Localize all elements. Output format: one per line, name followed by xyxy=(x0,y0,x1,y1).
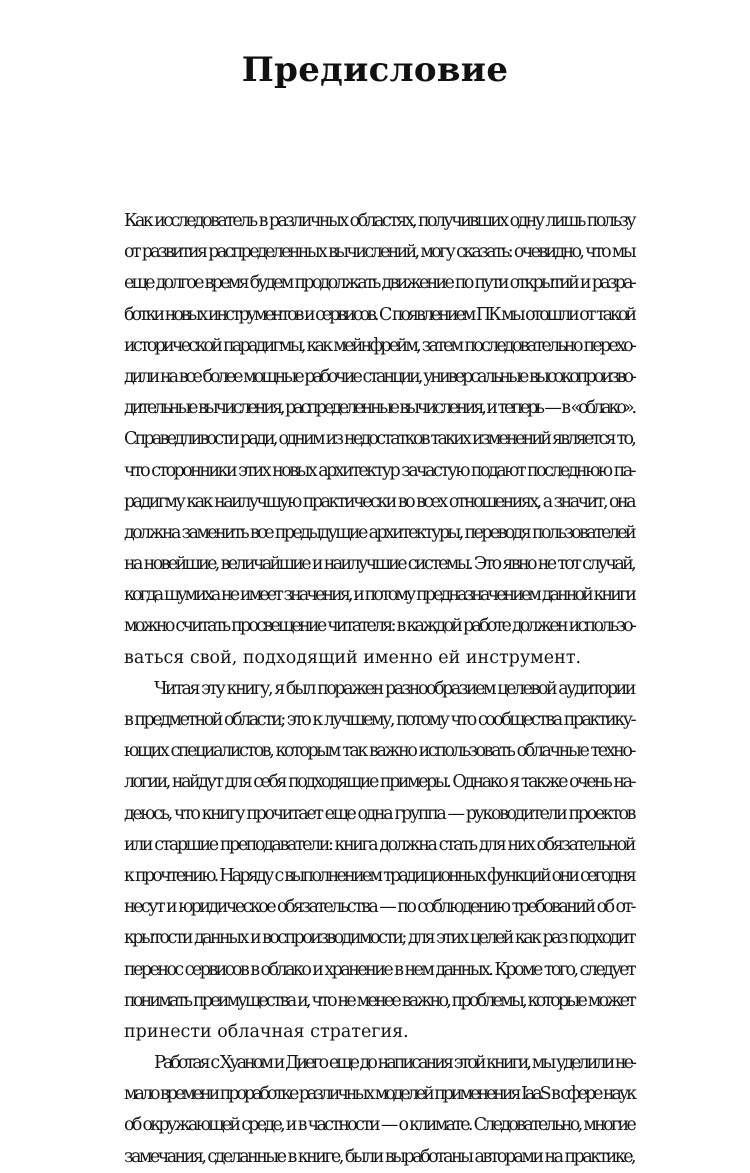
text-line: несут и юридическое обязательства — по соблюдению требований об от- xyxy=(124,897,634,918)
text-line: дили на все более мощные рабочие станции, универсальные высокопроизво- xyxy=(124,366,635,387)
text-line: деюсь, что книгу прочитает еще одна группа — руководители проектов xyxy=(124,803,635,824)
text-line: дительные вычисления, распределенные вычисления, и теперь — в «облако». xyxy=(124,398,635,419)
text-line: к прочтению. Наряду с выполнением традиционных функций они сегодня xyxy=(124,865,635,886)
text-line: от развития распределенных вычислений, могу сказать: очевидно, что мы xyxy=(124,242,634,263)
text-line: логии, найдут для себя подходящие примеры. Однако я также очень на- xyxy=(124,772,635,793)
text-line: Читая эту книгу, я был поражен разнообразием целевой аудитории xyxy=(154,678,634,699)
text-line: ющих специалистов, которым так важно использовать облачные техно- xyxy=(124,741,634,762)
text-line: когда шумиха не имеет значения, и потому предназначением данной книги xyxy=(124,585,634,606)
page-title: Предисловие xyxy=(241,50,509,90)
text-line: понимать преимущества и, что не менее важно, проблемы, которые может xyxy=(124,990,634,1011)
text-line: Как исследователь в различных областях, получивших одну лишь пользу xyxy=(124,211,634,231)
text-line: еще долгое время будем продолжать движение по пути открытий и разра- xyxy=(124,273,635,294)
text-line: принести облачная стратегия. xyxy=(124,1021,409,1042)
text-line: Работая с Хуаном и Диего еще до написания этой книги, мы уделили не- xyxy=(154,1053,634,1074)
text-line: на новейшие, величайшие и наилучшие системы. Это явно не тот случай, xyxy=(124,554,635,575)
text-line: исторической парадигмы, как мейнфрейм, затем последовательно перехо- xyxy=(124,335,634,356)
text-line: Справедливости ради, одним из недостатков таких изменений является то, xyxy=(124,429,635,450)
text-line: что сторонники этих новых архитектур зачастую подают последнюю па- xyxy=(124,460,634,481)
preface-body xyxy=(124,206,634,1173)
text-line: радигму как наилучшую практически во всех отношениях, а значит, она xyxy=(124,491,634,512)
text-line: в предметной области; это к лучшему, потому что сообщества практику- xyxy=(124,710,634,730)
text-line: крытости данных и воспроизводимости; для этих целей как раз подходит xyxy=(124,928,634,949)
text-line: мало времени проработке различных моделей применения IaaS в сфере наук xyxy=(124,1084,635,1105)
text-line: можно считать просвещение читателя: в каждой работе должен использо- xyxy=(124,616,635,637)
text-line: замечания, сделанные в книге, были выработаны авторами на практике, xyxy=(124,1146,635,1167)
text-line: ваться свой, подходящий именно ей инструмент. xyxy=(124,647,582,668)
text-line: или старшие преподаватели: книга должна стать для них обязательной xyxy=(124,834,634,855)
text-line: ботки новых инструментов и сервисов. С появлением ПК мы отошли от такой xyxy=(124,304,635,325)
text-line: об окружающей среде, и в частности — о климате. Следовательно, многие xyxy=(124,1115,635,1136)
text-line: должна заменить все предыдущие архитектуры, переводя пользователей xyxy=(124,522,634,543)
text-line: перенос сервисов в облако и хранение в нем данных. Кроме того, следует xyxy=(124,959,634,980)
